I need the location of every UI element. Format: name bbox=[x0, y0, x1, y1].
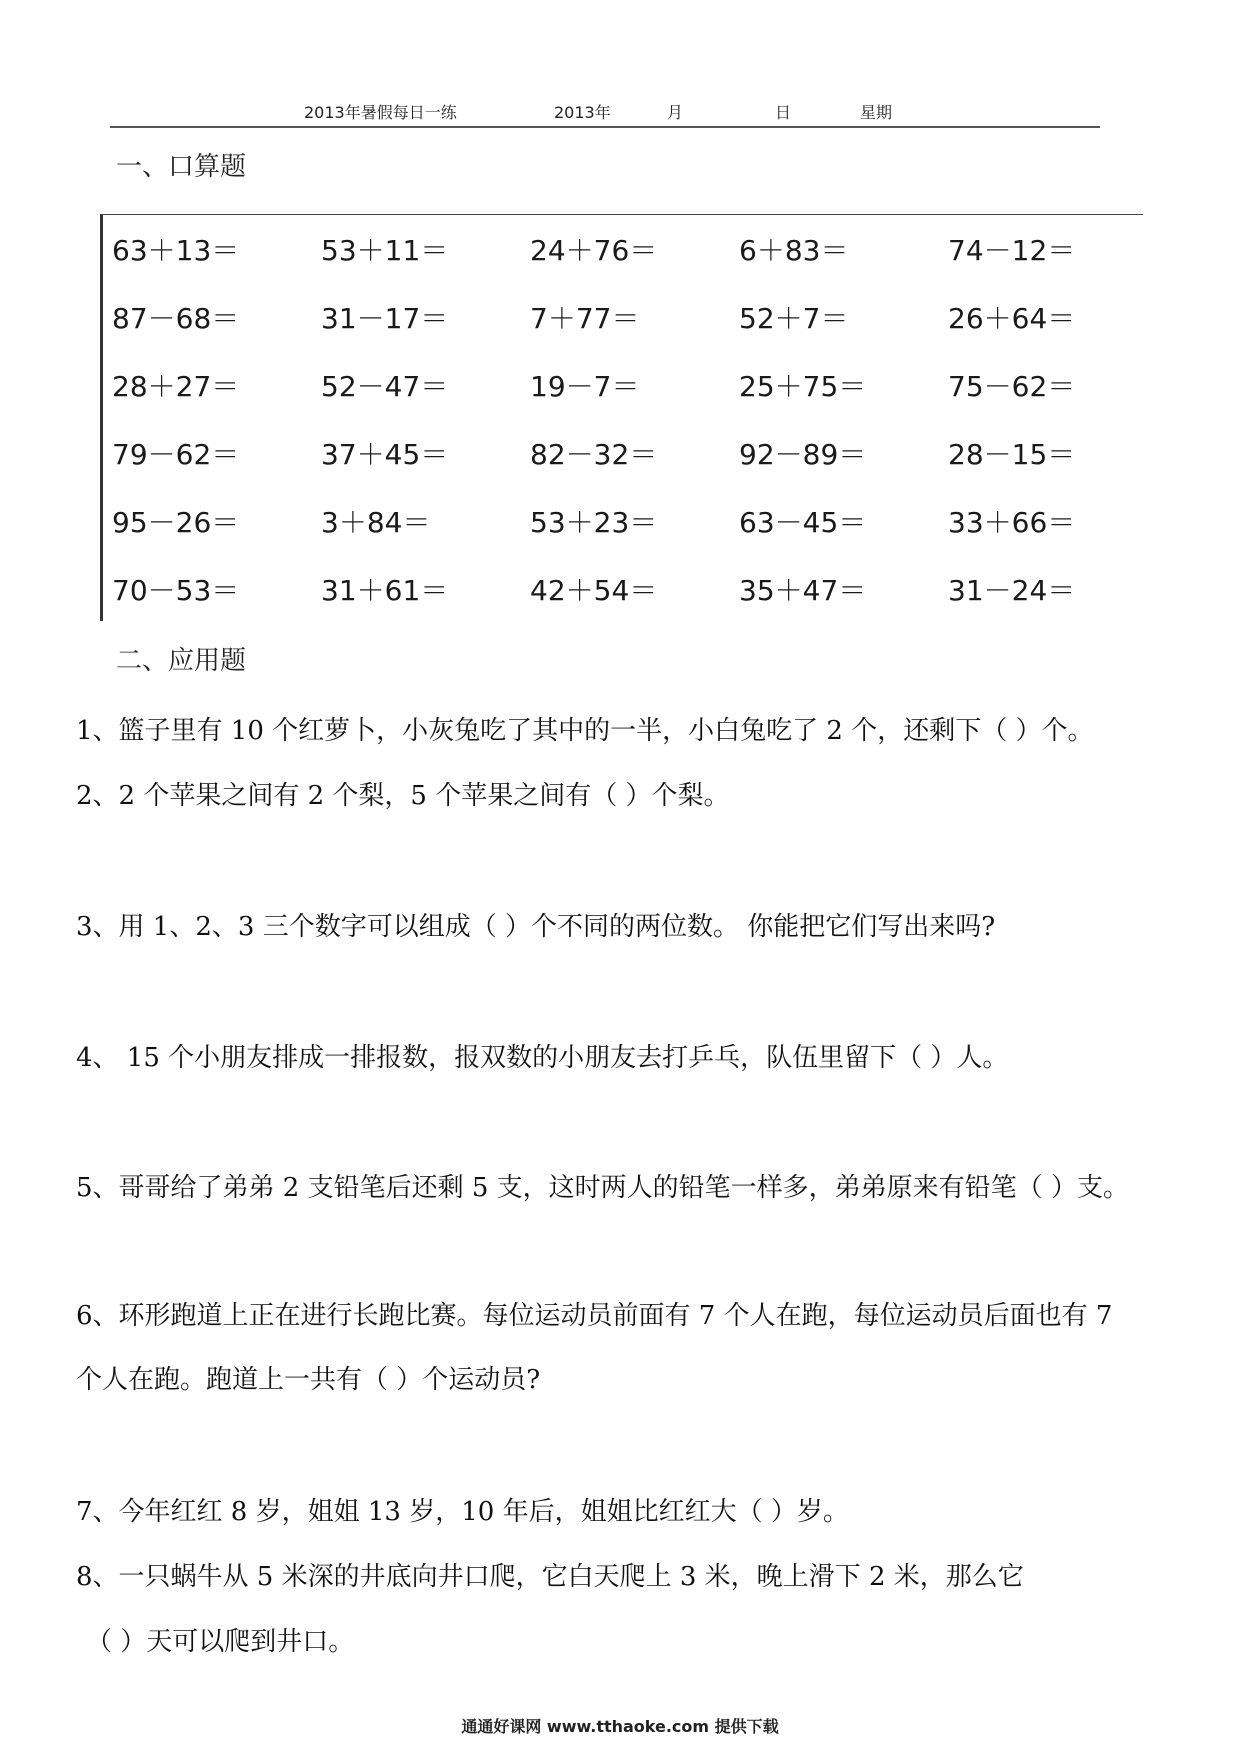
header-day: 日 bbox=[775, 103, 792, 122]
calc-item: 31－24＝ bbox=[948, 574, 1076, 607]
calc-item: 3＋84＝ bbox=[321, 506, 431, 539]
header-title: 2013年暑假每日一练 bbox=[304, 103, 457, 122]
calc-item: 28－15＝ bbox=[948, 438, 1076, 471]
header-weekday: 星期 bbox=[860, 103, 893, 122]
section-title-mental-math: 一、口算题 bbox=[116, 152, 247, 182]
calc-item: 26＋64＝ bbox=[948, 302, 1076, 335]
calc-item: 79－62＝ bbox=[112, 438, 240, 471]
word-problem-6-line-1: 6、环形跑道上正在进行长跑比赛。每位运动员前面有 7 个人在跑，每位运动员后面也有 7 bbox=[76, 1301, 1113, 1331]
calc-item: 63＋13＝ bbox=[112, 234, 240, 267]
word-problem-5: 5、哥哥给了弟弟 2 支铅笔后还剩 5 支，这时两人的铅笔一样多，弟弟原来有铅笔（ ）支。 bbox=[76, 1173, 1129, 1203]
calc-item: 7＋77＝ bbox=[530, 302, 640, 335]
word-problem-7: 7、今年红红 8 岁，姐姐 13 岁，10 年后，姐姐比红红大（ ）岁。 bbox=[76, 1497, 849, 1527]
calc-item: 75－62＝ bbox=[948, 370, 1076, 403]
word-problem-3: 3、用 1、2、3 三个数字可以组成（ ）个不同的两位数。 你能把它们写出来吗? bbox=[76, 912, 996, 942]
footer-credit: 通通好课网 www.tthaoke.com 提供下载 bbox=[461, 1717, 779, 1736]
calc-item: 19－7＝ bbox=[530, 370, 640, 403]
word-problem-8-line-1: 8、一只蜗牛从 5 米深的井底向井口爬，它白天爬上 3 米，晚上滑下 2 米，那么它 bbox=[76, 1562, 1024, 1592]
word-problem-1: 1、篮子里有 10 个红萝卜，小灰兔吃了其中的一半，小白兔吃了 2 个，还剩下（ ）个。 bbox=[76, 716, 1094, 746]
calc-item: 24＋76＝ bbox=[530, 234, 658, 267]
calc-item: 53＋11＝ bbox=[321, 234, 449, 267]
header-month: 月 bbox=[667, 103, 684, 122]
calc-item: 53＋23＝ bbox=[530, 506, 658, 539]
calc-item: 37＋45＝ bbox=[321, 438, 449, 471]
section-title-word-problems: 二、应用题 bbox=[116, 646, 247, 676]
calc-item: 42＋54＝ bbox=[530, 574, 658, 607]
word-problem-8-line-2: （ ）天可以爬到井口。 bbox=[86, 1627, 355, 1657]
calc-item: 95－26＝ bbox=[112, 506, 240, 539]
calc-item: 63－45＝ bbox=[739, 506, 867, 539]
calc-item: 31－17＝ bbox=[321, 302, 449, 335]
calc-item: 70－53＝ bbox=[112, 574, 240, 607]
calc-item: 33＋66＝ bbox=[948, 506, 1076, 539]
calc-item: 92－89＝ bbox=[739, 438, 867, 471]
calc-item: 87－68＝ bbox=[112, 302, 240, 335]
calc-item: 25＋75＝ bbox=[739, 370, 867, 403]
header-year: 2013年 bbox=[554, 103, 611, 122]
word-problem-4: 4、 15 个小朋友排成一排报数，报双数的小朋友去打乒乓，队伍里留下（ ）人。 bbox=[76, 1043, 1009, 1073]
calc-item: 28＋27＝ bbox=[112, 370, 240, 403]
page-header bbox=[110, 96, 1100, 128]
word-problem-6-line-2: 个人在跑。跑道上一共有（ ）个运动员? bbox=[76, 1365, 541, 1395]
calc-item: 82－32＝ bbox=[530, 438, 658, 471]
calc-table bbox=[112, 222, 1157, 630]
calc-item: 52＋7＝ bbox=[739, 302, 849, 335]
calc-item: 31＋61＝ bbox=[321, 574, 449, 607]
calc-item: 6＋83＝ bbox=[739, 234, 849, 267]
calc-item: 52－47＝ bbox=[321, 370, 449, 403]
calc-item: 74－12＝ bbox=[948, 234, 1076, 267]
word-problem-2: 2、2 个苹果之间有 2 个梨，5 个苹果之间有（ ）个梨。 bbox=[76, 781, 730, 811]
calc-item: 35＋47＝ bbox=[739, 574, 867, 607]
